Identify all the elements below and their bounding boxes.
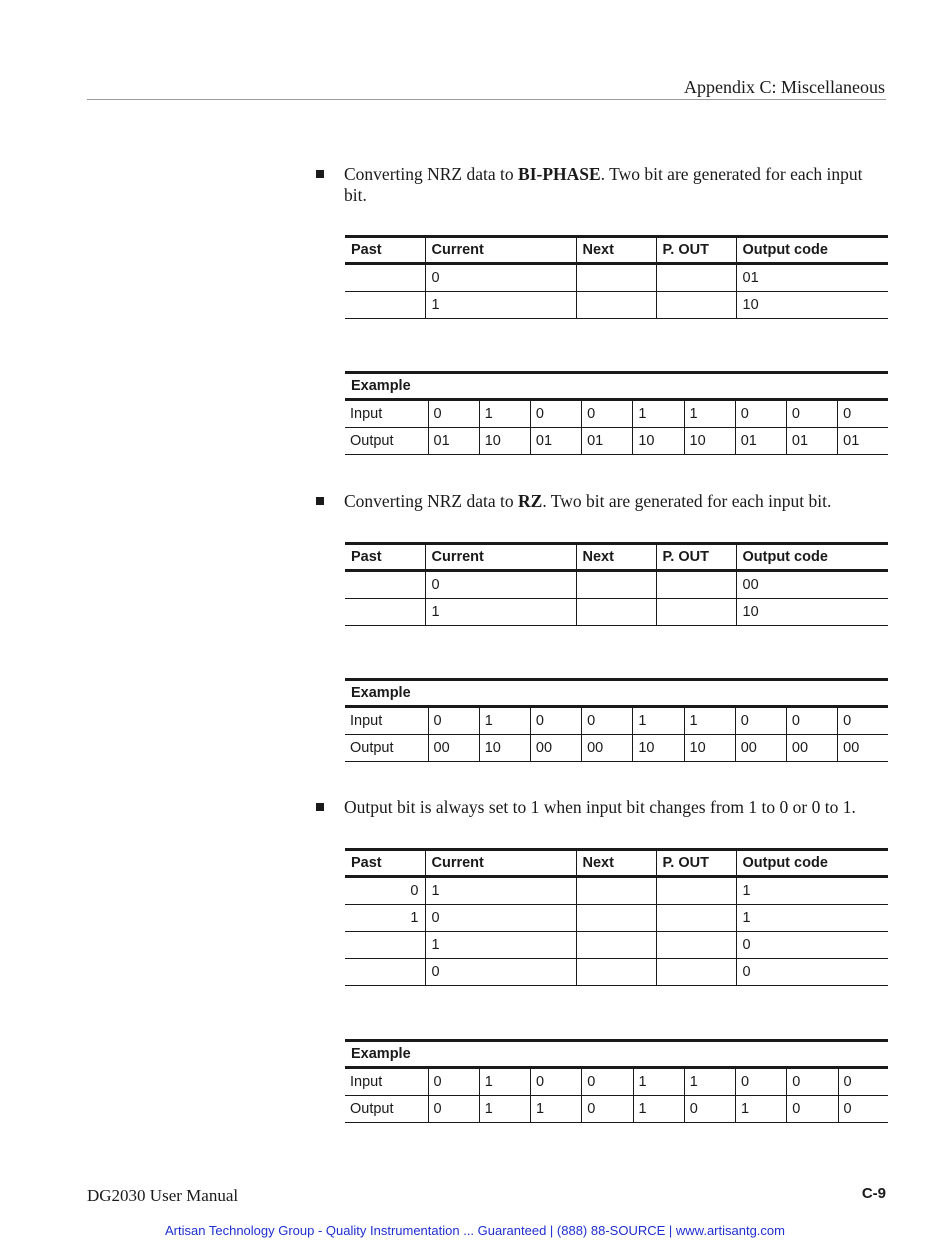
cell-current: 1 [425,932,576,959]
input-bit: 0 [735,400,786,428]
cell-next [576,877,656,905]
cell-current: 1 [425,292,576,319]
cell-pout [656,571,736,599]
table-row [345,571,888,599]
col-header-past: Past [345,850,425,877]
section-2-example-table [345,678,888,762]
output-bits: 10 [479,735,530,762]
cell-past [345,959,425,986]
output-bits: 10 [684,735,735,762]
output-bits: 01 [428,428,479,455]
cell-current: 0 [425,905,576,932]
cell-output-code: 0 [736,959,888,986]
col-header-next: Next [576,850,656,877]
bullet-marker [316,497,324,505]
output-bits: 1 [633,1096,684,1123]
cell-output-code: 10 [736,292,888,319]
input-bit: 0 [530,400,581,428]
output-bits: 10 [684,428,735,455]
cell-output-code: 0 [736,932,888,959]
input-bit: 1 [684,400,735,428]
output-bits: 01 [530,428,581,455]
cell-pout [656,959,736,986]
input-bit: 1 [633,400,684,428]
input-bit: 1 [684,707,735,735]
table-row [345,932,888,959]
cell-current: 0 [425,959,576,986]
input-bit: 0 [838,707,888,735]
table-row [345,959,888,986]
cell-past [345,292,425,319]
cell-past [345,264,425,292]
row-label-input: Input [345,1068,428,1096]
table-row [345,599,888,626]
col-header-current: Current [425,544,576,571]
example-heading: Example [345,680,888,707]
output-bits: 01 [735,428,786,455]
table-row [345,877,888,905]
section-2-text [344,491,879,512]
input-bit: 0 [582,1068,633,1096]
input-bit: 1 [479,707,530,735]
output-bits: 00 [786,735,837,762]
cell-current: 0 [425,571,576,599]
output-bits: 10 [633,735,684,762]
cell-current: 1 [425,599,576,626]
output-bits: 00 [582,735,633,762]
input-bit: 1 [684,1068,735,1096]
table-row [345,905,888,932]
cell-pout [656,599,736,626]
output-bits: 1 [531,1096,582,1123]
row-label-output: Output [345,735,428,762]
cell-next [576,959,656,986]
cell-output-code: 10 [736,599,888,626]
col-header-current: Current [425,850,576,877]
footer-page-number: C-9 [861,1185,886,1202]
cell-past [345,932,425,959]
example-output-row [345,735,888,762]
section-1-text-post: . Two bit are generated for each input bit. [344,164,863,205]
col-header-next: Next [576,544,656,571]
footer-manual-title: DG2030 User Manual [87,1186,239,1205]
cell-next [576,571,656,599]
section-2-truth-table [345,542,888,626]
output-bits: 0 [787,1096,838,1123]
section-2-text-pre: Converting NRZ data to [344,491,519,511]
input-bit: 0 [786,707,837,735]
row-label-input: Input [345,707,428,735]
input-bit: 0 [736,1068,787,1096]
section-2-text-bold: RZ [518,491,543,511]
example-input-row [345,1068,888,1096]
cell-current: 0 [425,264,576,292]
section-3-truth-table [345,848,888,986]
section-3-text-pre: Output bit is always set to 1 when input bit changes from 1 to 0 or 0 to 1. [344,797,856,817]
cell-output-code: 1 [736,905,888,932]
cell-past [345,599,425,626]
input-bit: 0 [582,707,633,735]
example-output-row [345,428,888,455]
input-bit: 0 [428,1068,479,1096]
input-bit: 0 [735,707,786,735]
example-input-row [345,707,888,735]
input-bit: 0 [838,400,888,428]
cell-current: 1 [425,877,576,905]
section-3-text [344,797,904,818]
cell-past: 0 [345,877,425,905]
col-header-output-code: Output code [736,237,888,264]
input-bit: 0 [787,1068,838,1096]
cell-next [576,292,656,319]
cell-output-code: 00 [736,571,888,599]
footer-banner: Artisan Technology Group - Quality Instrumentation ... Guaranteed | (888) 88-SOURCE | www.artisantg.com [165,1223,785,1238]
row-label-output: Output [345,1096,428,1123]
col-header-past: Past [345,544,425,571]
output-bits: 01 [838,428,888,455]
cell-pout [656,292,736,319]
cell-pout [656,905,736,932]
cell-next [576,599,656,626]
input-bit: 0 [786,400,837,428]
output-bits: 01 [786,428,837,455]
col-header-pout: P. OUT [656,544,736,571]
input-bit: 1 [633,1068,684,1096]
cell-next [576,264,656,292]
col-header-current: Current [425,237,576,264]
input-bit: 0 [531,1068,582,1096]
cell-past: 1 [345,905,425,932]
bullet-marker [316,803,324,811]
table-row [345,264,888,292]
table-row [345,292,888,319]
cell-output-code: 01 [736,264,888,292]
example-heading: Example [345,373,888,400]
section-3-example-table [345,1039,888,1123]
section-1-truth-table [345,235,888,319]
output-bits: 0 [582,1096,633,1123]
output-bits: 0 [428,1096,479,1123]
section-1-text-pre: Converting NRZ data to [344,164,519,184]
section-1-example-table [345,371,888,455]
col-header-pout: P. OUT [656,237,736,264]
page-header-title: Appendix C: Miscellaneous [684,77,885,97]
col-header-past: Past [345,237,425,264]
section-2-text-post: . Two bit are generated for each input bit. [542,491,832,511]
output-bits: 00 [735,735,786,762]
row-label-output: Output [345,428,428,455]
input-bit: 1 [479,1068,530,1096]
col-header-pout: P. OUT [656,850,736,877]
example-output-row [345,1096,888,1123]
output-bits: 0 [684,1096,735,1123]
header-rule [87,99,886,100]
cell-next [576,932,656,959]
col-header-next: Next [576,237,656,264]
cell-pout [656,877,736,905]
cell-past [345,571,425,599]
output-bits: 01 [582,428,633,455]
section-1-text-bold: BI-PHASE [518,164,601,184]
output-bits: 00 [838,735,888,762]
cell-output-code: 1 [736,877,888,905]
output-bits: 0 [838,1096,888,1123]
input-bit: 0 [838,1068,888,1096]
output-bits: 00 [428,735,479,762]
row-label-input: Input [345,400,428,428]
section-1-text [344,164,879,206]
output-bits: 00 [530,735,581,762]
output-bits: 1 [736,1096,787,1123]
output-bits: 10 [479,428,530,455]
input-bit: 1 [479,400,530,428]
output-bits: 1 [479,1096,530,1123]
col-header-output-code: Output code [736,544,888,571]
col-header-output-code: Output code [736,850,888,877]
input-bit: 0 [428,707,479,735]
input-bit: 1 [633,707,684,735]
example-input-row [345,400,888,428]
bullet-marker [316,170,324,178]
cell-next [576,905,656,932]
input-bit: 0 [582,400,633,428]
cell-pout [656,932,736,959]
cell-pout [656,264,736,292]
example-heading: Example [345,1041,888,1068]
output-bits: 10 [633,428,684,455]
input-bit: 0 [428,400,479,428]
input-bit: 0 [530,707,581,735]
